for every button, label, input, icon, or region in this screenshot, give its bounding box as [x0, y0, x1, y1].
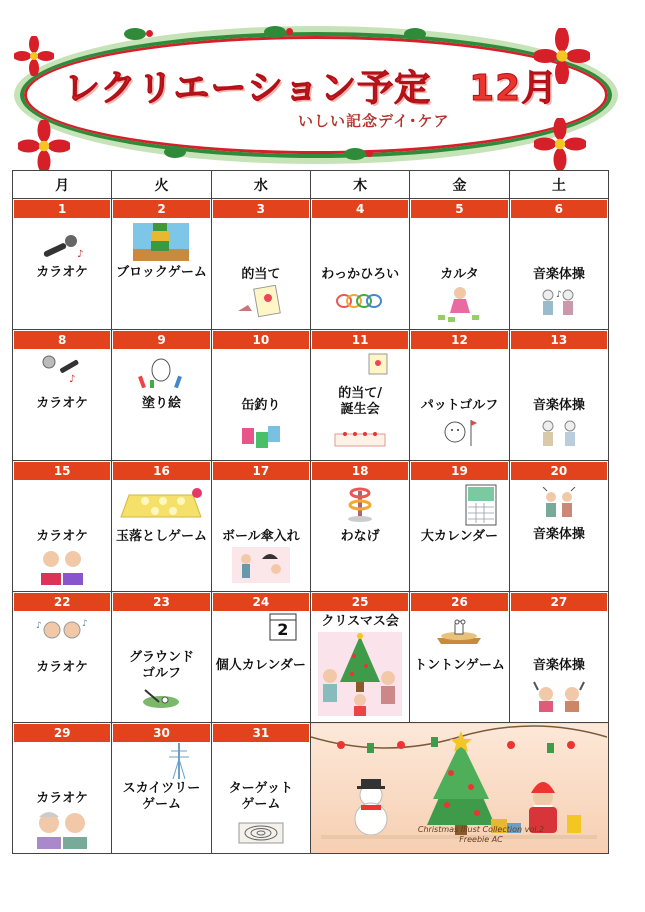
karaoke-singers-icon: [37, 547, 87, 585]
day-cell: [13, 330, 112, 461]
day-number: 19: [411, 462, 507, 480]
facility-name: いしい記念デイ･ケア: [298, 112, 450, 130]
activity-label: グラウンド ゴルフ: [128, 650, 194, 681]
target-throw-icon: [236, 285, 286, 319]
day-number: 25: [312, 593, 408, 611]
day-cell: [112, 330, 211, 461]
music-exercise-icon: [534, 287, 584, 321]
holly-leaf-icon: [164, 146, 186, 158]
day-number: 12: [411, 331, 507, 349]
day-cell: [509, 199, 608, 330]
day-number: 29: [14, 724, 110, 742]
svg-text:♪: ♪: [82, 619, 88, 629]
christmas-party-icon: [318, 632, 402, 716]
activity-label: カルタ: [440, 267, 479, 282]
day-cell: [310, 592, 409, 723]
holly-berry-icon: [286, 28, 293, 35]
day-number: 30: [113, 724, 209, 742]
week-row: [13, 461, 609, 592]
music-exercise-icon: [532, 680, 586, 712]
day-cell: [13, 461, 112, 592]
poinsettia-icon: [534, 118, 586, 170]
title-month: 12月: [469, 68, 559, 109]
day-cell: [211, 723, 310, 854]
activity-label: 音楽体操: [532, 267, 585, 282]
day-number: 6: [511, 200, 607, 218]
activity-label: スカイツリー ゲーム: [122, 781, 201, 812]
activity-label: ブロックゲーム: [116, 265, 207, 280]
paper-sumo-icon: [433, 616, 485, 646]
day-cell: [410, 199, 509, 330]
activity-label: 個人カレンダー: [215, 658, 306, 673]
rings-icon: [335, 291, 385, 311]
day-cell: [13, 592, 112, 723]
day-cell: [13, 199, 112, 330]
day-number: 17: [213, 462, 309, 480]
day-number: 22: [14, 593, 110, 611]
umbrella-ball-icon: [232, 547, 290, 583]
activity-label: ボール傘入れ: [221, 529, 300, 544]
activity-label: 音楽体操: [532, 527, 585, 542]
day-cell: [509, 592, 608, 723]
day-number: 24: [213, 593, 309, 611]
day-cell: [211, 330, 310, 461]
karaoke-singers-icon: [34, 616, 90, 650]
day-cell: [112, 592, 211, 723]
day-cell: [410, 461, 509, 592]
svg-text:♪: ♪: [69, 374, 76, 384]
day-cell: [509, 330, 608, 461]
ring-toss-icon: [345, 483, 375, 523]
page-header: [14, 22, 614, 172]
poinsettia-icon: [18, 120, 70, 172]
svg-text:♪: ♪: [36, 621, 42, 631]
day-cell: [13, 723, 112, 854]
week-row: [13, 723, 609, 854]
day-number: 11: [312, 331, 408, 349]
holly-berry-icon: [366, 150, 373, 157]
day-cell: [310, 330, 409, 461]
svg-text:♪: ♪: [555, 290, 562, 300]
day-cell: [410, 592, 509, 723]
weekday-fri: 金: [410, 171, 509, 199]
week-row: [13, 592, 609, 723]
activity-label: ターゲット ゲーム: [228, 781, 294, 812]
activity-label: 的当て/ 誕生会: [338, 386, 383, 417]
title-text: レクリエーション予定: [64, 68, 432, 109]
day-cell: [310, 461, 409, 592]
activity-label: トントンゲーム: [414, 658, 505, 673]
day-cell: [112, 199, 211, 330]
holly-leaf-icon: [404, 28, 426, 40]
can-fishing-icon: [238, 422, 284, 452]
activity-label: カラオケ: [36, 529, 89, 544]
holly-berry-icon: [146, 30, 153, 37]
day-number: 3: [213, 200, 309, 218]
day-number: 13: [511, 331, 607, 349]
skytree-icon: [167, 743, 191, 779]
golf-ball-icon: [439, 418, 479, 448]
week-row: [13, 199, 609, 330]
illustration-caption: Christmas Illust Collection vol.2 Freebie AC: [417, 825, 545, 844]
day-cell: [211, 199, 310, 330]
recreation-calendar: [12, 170, 609, 854]
day-number: 8: [14, 331, 110, 349]
christmas-illustration-cell: [310, 723, 608, 854]
day-number: 2: [113, 200, 209, 218]
activity-label: クリスマス会: [321, 614, 399, 629]
day-number: 23: [113, 593, 209, 611]
day-number: 4: [312, 200, 408, 218]
holly-leaf-icon: [124, 28, 146, 40]
activity-label: カラオケ: [36, 660, 89, 675]
activity-label: 音楽体操: [532, 658, 585, 673]
weekday-header-row: [13, 171, 609, 199]
activity-label: 大カレンダー: [420, 529, 499, 544]
activity-label: パットゴルフ: [420, 398, 499, 413]
block-stack-icon: [133, 223, 189, 261]
day-number: 9: [113, 331, 209, 349]
weekday-sat: 土: [509, 171, 608, 199]
activity-label: カラオケ: [36, 265, 89, 280]
music-exercise-icon: [536, 418, 582, 452]
ground-golf-icon: [139, 688, 183, 712]
holly-leaf-icon: [264, 26, 286, 38]
weekday-mon: 月: [13, 171, 112, 199]
karaoke-mic-icon: [39, 233, 85, 261]
activity-label: 音楽体操: [532, 398, 585, 413]
weekday-thu: 木: [310, 171, 409, 199]
wall-calendar-icon: [464, 483, 498, 527]
birthday-cake-icon: [331, 426, 389, 448]
day-number: 18: [312, 462, 408, 480]
day-number: 20: [511, 462, 607, 480]
day-number: 31: [213, 724, 309, 742]
day-cell: [112, 723, 211, 854]
activity-label: カラオケ: [36, 791, 89, 806]
day-number: 15: [14, 462, 110, 480]
day-number: 10: [213, 331, 309, 349]
target-throw-icon: [359, 352, 389, 376]
karaoke-mic-icon: [39, 354, 85, 384]
activity-label: カラオケ: [36, 396, 89, 411]
day-number: 5: [411, 200, 507, 218]
karaoke-singers-icon: [33, 809, 91, 849]
day-cell: [410, 330, 509, 461]
day-number: 27: [511, 593, 607, 611]
activity-label: 缶釣り: [241, 398, 281, 413]
week-row: [13, 330, 609, 461]
ball-drop-board-icon: [119, 487, 203, 519]
day-number: 26: [411, 593, 507, 611]
desk-calendar-icon: [268, 612, 298, 642]
poinsettia-icon: [14, 36, 54, 76]
activity-label: 的当て: [241, 267, 281, 282]
coloring-icon: [136, 352, 186, 388]
day-number: 16: [113, 462, 209, 480]
holly-leaf-icon: [344, 148, 366, 160]
day-cell: [509, 461, 608, 592]
weekday-wed: 水: [211, 171, 310, 199]
music-exercise-icon: [539, 487, 579, 523]
day-cell: [310, 199, 409, 330]
karuta-cards-icon: [434, 285, 484, 323]
calendar-page-number: 2: [277, 620, 289, 639]
svg-text:♪: ♪: [77, 249, 84, 260]
activity-label: 玉落としゲーム: [115, 529, 207, 544]
day-cell: [211, 461, 310, 592]
activity-label: 塗り絵: [141, 396, 181, 411]
day-cell: [112, 461, 211, 592]
activity-label: わっかひろい: [321, 267, 400, 282]
weekday-tue: 火: [112, 171, 211, 199]
target-mat-icon: [237, 821, 285, 845]
activity-label: わなげ: [340, 529, 380, 544]
day-cell: [211, 592, 310, 723]
christmas-illustration: [311, 723, 608, 853]
page-title: [64, 60, 558, 111]
day-number: 1: [14, 200, 110, 218]
